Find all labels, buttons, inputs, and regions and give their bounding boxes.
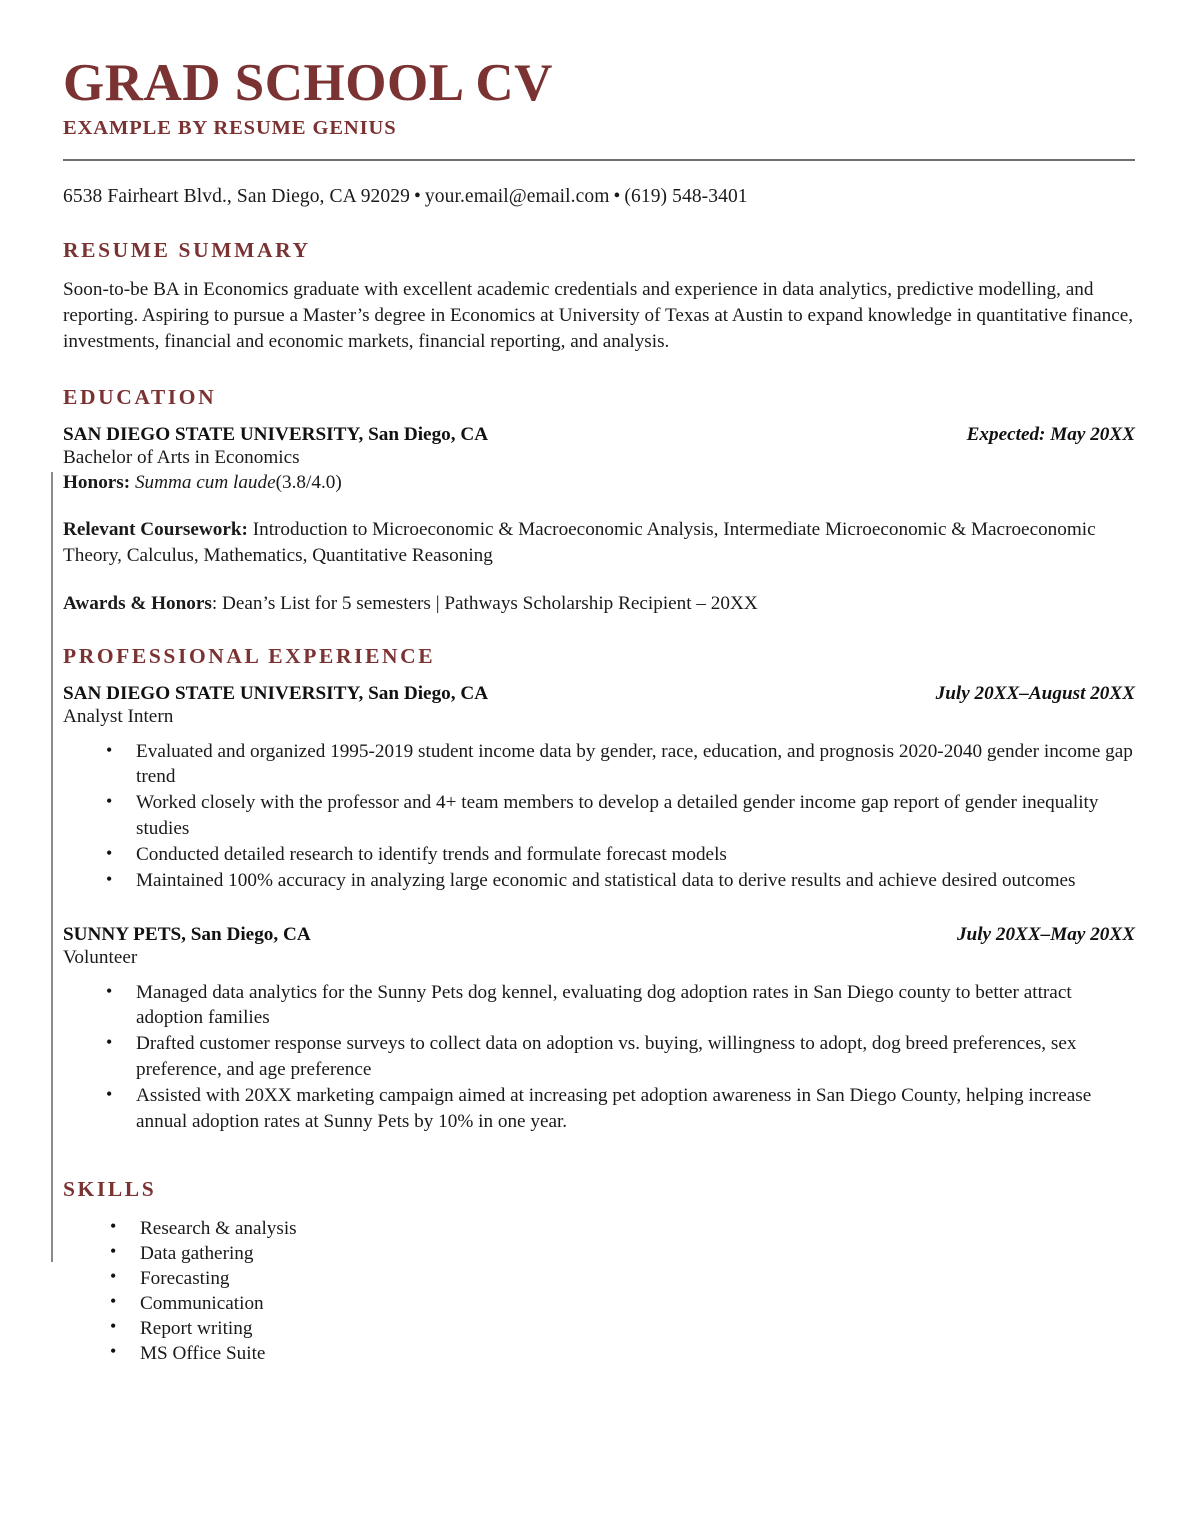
list-item: • Research & analysis <box>140 1216 1135 1241</box>
experience-side-rule <box>51 472 53 1262</box>
experience-job <box>63 683 1135 894</box>
contact-phone[interactable]: (619) 548-3401 <box>624 186 748 208</box>
job-date: July 20XX–August 20XX <box>935 682 1135 704</box>
spacer <box>63 894 1135 924</box>
spacer <box>63 496 1135 517</box>
page-title: GRAD SCHOOL CV <box>63 54 553 112</box>
contact-separator-1: • <box>413 186 421 208</box>
list-item: • Drafted customer response surveys to collect data on adoption vs. buying, willingness to adopt, dog breed preferences, sex preference, and age preference <box>136 1031 1135 1083</box>
job-title: Analyst Intern <box>63 705 174 727</box>
contact-address: 6538 Fairheart Blvd., San Diego, CA 92029 <box>63 186 410 208</box>
list-item: • Managed data analytics for the Sunny Pets dog kennel, evaluating dog adoption rates in San Diego county to better attract adoption families <box>136 980 1135 1032</box>
list-item: • Assisted with 20XX marketing campaign aimed at increasing pet adoption awareness in San Diego County, helping increase annual adoption rates at Sunny Pets by 10% in one year. <box>136 1083 1135 1135</box>
resume-header <box>63 56 1135 161</box>
education-school: SAN DIEGO STATE UNIVERSITY, San Diego, CA <box>63 424 489 446</box>
job-bullet-list <box>63 739 1135 894</box>
list-item: • Report writing <box>140 1316 1135 1341</box>
list-item: • MS Office Suite <box>140 1341 1135 1366</box>
list-item: • Communication <box>140 1291 1135 1316</box>
experience-job <box>63 924 1135 1135</box>
job-head <box>63 924 1135 946</box>
education-honors-label: Honors: <box>63 472 131 494</box>
list-item: • Worked closely with the professor and 4+ team members to develop a detailed gender income gap report of gender inequality studies <box>136 790 1135 842</box>
list-item: • Data gathering <box>140 1241 1135 1266</box>
job-org: SUNNY PETS, San Diego, CA <box>63 923 311 945</box>
education-honors-line <box>63 471 1135 496</box>
spacer <box>63 570 1135 591</box>
education-coursework-label: Relevant Coursework: <box>63 519 248 541</box>
education-entry-head <box>63 424 1135 446</box>
education-degree: Bachelor of Arts in Economics <box>63 447 300 469</box>
contact-line <box>63 186 1135 208</box>
job-date: July 20XX–May 20XX <box>956 923 1135 945</box>
list-item: • Maintained 100% accuracy in analyzing large economic and statistical data to derive results and achieve desired outcomes <box>136 868 1135 894</box>
list-item: • Conducted detailed research to identify trends and formulate forecast models <box>136 842 1135 868</box>
section-heading-resume-summary: RESUME SUMMARY <box>63 238 311 263</box>
list-item: • Forecasting <box>140 1266 1135 1291</box>
list-item: • Evaluated and organized 1995-2019 student income data by gender, race, education, and prognosis 2020-2040 gender income gap trend <box>136 739 1135 791</box>
page-subtitle: EXAMPLE BY RESUME GENIUS <box>63 117 397 140</box>
education-honors-gpa: (3.8/4.0) <box>275 472 342 494</box>
education-awards <box>63 591 1135 617</box>
job-title: Volunteer <box>63 946 138 968</box>
section-heading-skills: SKILLS <box>63 1176 157 1201</box>
section-heading-education: EDUCATION <box>63 385 217 410</box>
education-awards-label: Awards & Honors <box>63 592 212 614</box>
education-coursework-text: Introduction to Microeconomic & Macroeconomic Analysis, Intermediate Microeconomic & Macroeconomic Theory, Calculus, Mathematics, Quantitative Reasoning <box>63 519 1096 567</box>
contact-email[interactable]: your.email@email.com <box>424 186 610 208</box>
education-honors-value: Summa cum laude <box>134 472 276 494</box>
job-bullet-list <box>63 980 1135 1135</box>
section-heading-professional-experience: PROFESSIONAL EXPERIENCE <box>63 643 436 668</box>
education-coursework <box>63 517 1135 569</box>
job-org: SAN DIEGO STATE UNIVERSITY, San Diego, CA <box>63 682 489 704</box>
skills-list <box>63 1216 1135 1367</box>
resume-summary-text: Soon-to-be BA in Economics graduate with excellent academic credentials and experience in data analytics, predictive modelling, and reporting. Aspiring to pursue a Master’s degree in Economics at University of Texas at Austin to expand knowledge in quantitative finance, investments, financial and economic markets, financial reporting, and analysis. <box>63 279 1134 353</box>
job-head <box>63 683 1135 705</box>
education-awards-text: : Dean’s List for 5 semesters | Pathways Scholarship Recipient – 20XX <box>211 592 758 614</box>
contact-separator-2: • <box>613 186 621 208</box>
education-date: Expected: May 20XX <box>966 424 1135 446</box>
header-divider <box>63 159 1135 161</box>
